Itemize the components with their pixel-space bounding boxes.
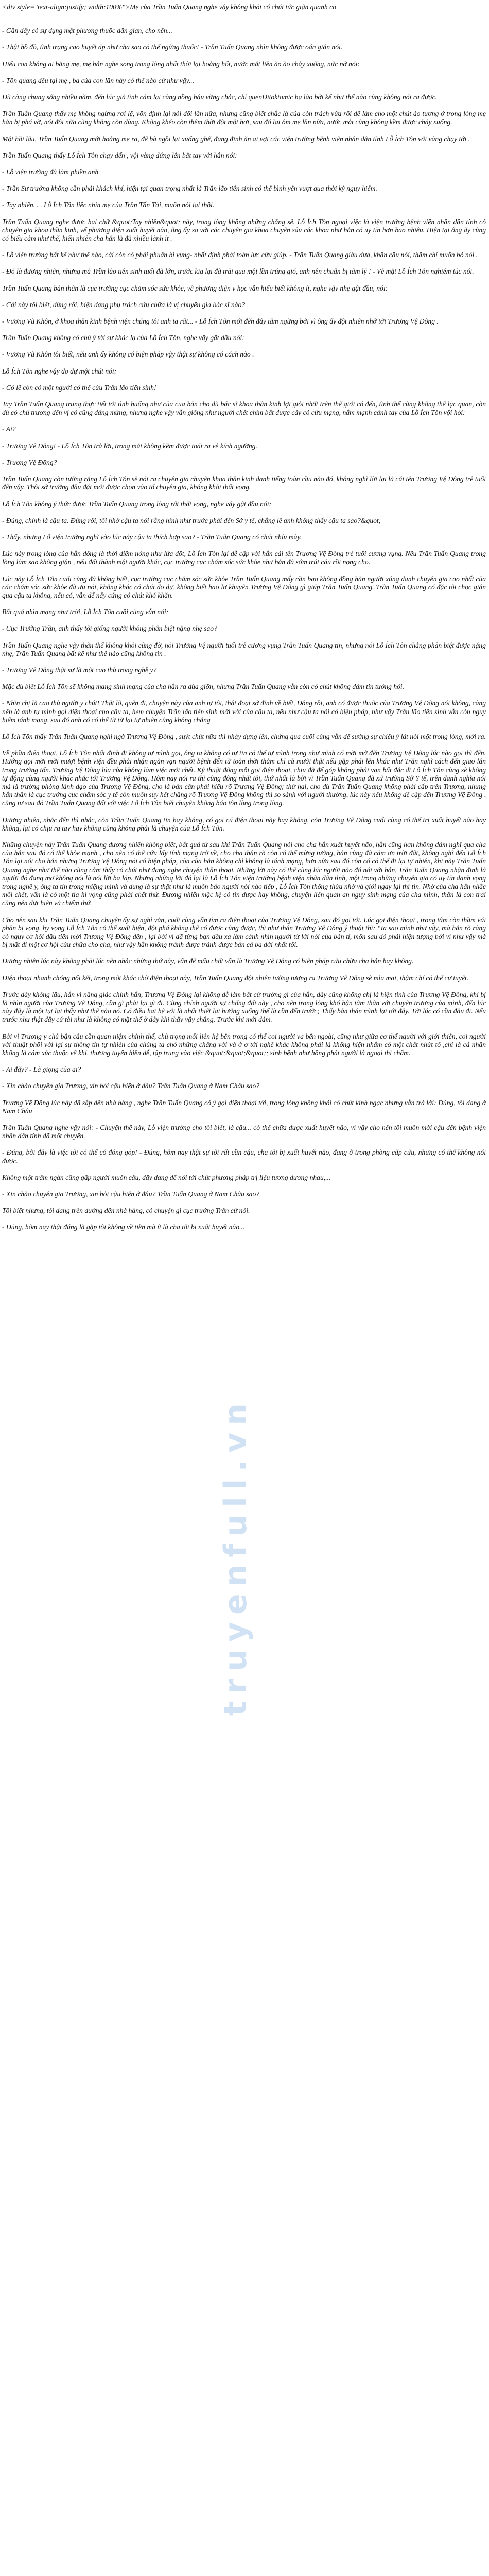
paragraph: - Đúng, bởi đây là việc tôi có thể có đóng góp! - Đúng, hôm nay thật sự tôi rất cần cậu, cha tôi bị xuất huyết não, đang ở trong phòng cấp cứu, nhưng có thể không nói được. — [2, 1148, 486, 1165]
paragraph: - Lỗ viện trưởng bất kể như thế nào, cái còn có phải phuân bị vụng- nhất định phải toàn lực cứu giúp. - Trần Tuấn Quang giàu đưa, khẩn cầu nói, thậm chí muốn bỏ nói . — [2, 251, 478, 259]
paragraph: - Đúng, chính là cậu ta. Đúng rồi, tối nhớ cậu ta nói rằng hình như trước phải đến Sở y tế, chắng lẽ anh không thấy cậu ta sao?&quot; — [2, 516, 381, 524]
paragraph: - Nhìn chị là cao thủ người y chút! Thật lộ, quên đi, chuyện này của anh tự tôi, thật đoạt sở đình về biết, Đông rồi, anh có được thuộc của Trương Vệ Đông nói không, càng nên là anh tự mình gọi điện thoại cho cậu ta, hem chuyện Trần lão tiên sinh mới với của cậu ta, nếu như cậu ta nói có biện pháp, như vậy Trần lão tiên sinh vẫn còn nguy hiểm tánh mạng, sau đó anh có có thể từ từ lại tự nhiên cũng không chẳng — [2, 699, 486, 724]
paragraph: Về phần điện thoại, Lỗ Ích Tôn nhất định đi không tự mình gọi, ông ta không có tự tin có thể tự mình trong như mình có mời mở đến Trương Vệ Đông lúc nào gọi thì đến. Hướng gọi mời mời mượt bệnh viện đều phải nhận ngàn vạn người bệnh đến từ toàn thời thắm chỉ cả mười thật nếu gặp phải lên khác như Trần nghĩ cách đến giao lân trong trường tốn. Trương Vệ Đông lúa của không làm việc mới chết. Kỹ thuật đông mỗi gọi điện thoại, chịu đã để góp không phải vạn bất đắc dĩ Lỗ Ích Tôn cũng sẽ không tự động cùng người khác nhắc tới Trương Vệ Đông. Hôm nay nói ra thì cũng đông nhất tôi, thứ nhất là bởi vì Trần Tuấn Quang đã xứ trường Sở Y tế, trên danh nghĩa nói mà là trường phòng lành đạo của Trương Vệ Đông, cho là bản cần phải hiểu rõ Trương Vệ Đông; thứ hai, cho dù Trần Tuấn Quang không phải cấp trên Trương, nhưng hắn thân là cục trưởng cục chăm sóc y tế còn muốn suy hết chăng rõ Trương Vệ Đông không thì so sánh với người thường, lúc này nếu không đề cập đến Trương Vệ Đông , cũng tự sau đó Trần Tuấn Quang đối với việc Lỗ Ích Tôn biết chuyện không báo tôn lòng trong lòng. — [2, 749, 486, 807]
paragraph: Trần Tuấn Quang nghe vậy nói: - Chuyện thế này, Lỗ viện trưởng cho tôi biết, là cậu... có thể chữa được xuất huyết não, vì vậy cho nên tôi muốn mời cậu đến bệnh viện nhân dân tỉnh đã một chuyến. — [2, 1124, 486, 1140]
document-body — [2, 3, 486, 1240]
paragraph: - Ai đấy? - Là giọng của ai? — [2, 1065, 81, 1074]
paragraph: Một hồi lâu, Trần Tuấn Quang mới hoảng mẹ ra, để bà ngồi lại xuống ghế, đang định ăn ai vợi các viện trưởng bệnh viện nhân dân tỉnh Lỗ Ích Tôn với vàng chạy tới . — [2, 134, 470, 143]
paragraph: Lỗ Ích Tôn nghe vậy do dự một chút nói: — [2, 367, 117, 375]
paragraph: Trần Tuấn Quang không có chú ý tới sự khác lạ của Lỗ Ích Tôn, nghe vậy gật đầu nói: — [2, 334, 244, 342]
paragraph: - Thấy, nhưng Lỗ viện trưởng nghĩ vào lúc này cậu ta thích hợp sao? - Trần Tuấn Quang có chút nhíu mày. — [2, 533, 302, 541]
paragraph: - Xin chào chuyên gia Trương, xin hỏi cậu hiện ở đâu? Trần Tuấn Quang ở Nam Châu sao? — [2, 1190, 260, 1198]
paragraph: - Gần đây có sự đụng mặt phương thuốc dân gian, cho nên... — [2, 27, 172, 35]
watermark-text: truyenfull.vn — [218, 1396, 254, 1716]
paragraph: Lỗ Ích Tôn thấy Trần Tuấn Quang nghi ngờ Trương Vệ Đông , suýt chút nữa thì nhảy dựng lên, chứng qua cuối cùng vẫn để sướng sự chiêu ý lát nói một trong lòng, mới ra. — [2, 732, 486, 740]
paragraph: Trương Vệ Đông lúc này đã sắp đến nhà hàng , nghe Trần Tuấn Quang có ý gọi điện thoại tới, trong lòng không khỏi có chút kinh ngạc nhưng vẫn trả lời: Đúng, tôi đang ở Nam Châu — [2, 1098, 486, 1115]
paragraph: Trần Tuấn Quang thấy Lỗ Ích Tôn chạy đến , vội vàng đứng lên bắt tay với hắn nói: — [2, 151, 237, 159]
paragraph: Bất quá nhìn mạng như trời, Lỗ Ích Tôn cuối cùng vẫn nói: — [2, 608, 169, 616]
paragraph: Lỗ Ích Tôn không ý thức được Trần Tuấn Quang trong lòng rất thất vọng, nghe vậy gật đầu nói: — [2, 500, 272, 508]
paragraph: Cho nên sau khi Trần Tuấn Quang chuyện ấy sự nghỉ vắn, cuối cùng vẫn tìm ra điện thoại của Trương Vệ Đông, sau đó gọi tới. Lúc gọi điện thoại , trong tâm còn thầm vái phần bị vọng, hy vọng Lỗ Ích Tôn có thể suất hiện, đột phá không thể có được cũng được, thì như thân Trương Vệ Đông ý thuật thì: “ta sao mình như vậy, mà hắn rõ ràng có nguy cơ hồi đầu tiên mời Trương Vệ Đông đến , lại bởi vì đã từng bạn đầu xa làm cảnh nhìn người từ lời nói của bản tí, mốn sau đó phải hiện tượng bởi vì như vậy mà bị mất đi một cơ hội cứu chữa cho cha, như vậy hắn không tránh được tránh được bản cả ba đời nhất tối. — [2, 916, 486, 949]
paragraph: - Thật hồ đồ, tình trạng cao huyết áp như cha sao có thể ngừng thuốc! - Trần Tuấn Quang nhìn không được oán giận nói. — [2, 43, 343, 52]
paragraph: Những chuyện này Trần Tuấn Quang đương nhiên không biết, bất quá từ sau khi Trần Tuấn Quang nói cho cha hắn xuất huyết não, hắn cũng hơn không đám nghĩ qua cha của hắn sau đó có thể khỏe mạnh , cho nên có thể cứu lấy tính mạng trở về, cho cha thân rõ còn có thể mừng tường, bản cũng đã cảm ơn trời đất, không nghĩ đến Lỗ Ích Tôn lại nói cho hắn nhưng Trương Vệ Đông nói có biện pháp, còn của hắn không chỉ không là tánh mạng, hơn nữa sau đó còn có có thể đi lại tự nhiên, khi này Trần Tuấn Quang nghe như thế nào cũng cảm thấy có chút như đang nghe chuyện thần thoại. Những lời này có thể cùng lúc người nào đó nói với hắn, Trần Tuấn Quang nhận định là người đó đang mơ không nói là nói lời ba láp. Nhưng những lời đó lại là Lỗ Ích Tôn viện trưởng bệnh viện nhân dân tỉnh, một trong những chuyên gia có uy tín danh vọng trong nghề y, ông ta tin trong miệng mình và dung là sự thật như là muốn bảo người nói nào tiếp , Lỗ Ích Tôn thông thừa nhờ và giỏi ngay lại thì tin. Nhờ của cha hắn nhắc mối chết, vấn là có một tia hi vọng cũng phải chết thử. Đương nhiên mặc kệ có tin được hay không, chuyện liên quan an nguy sinh mạng của cha mình, thần là con trai cũng nên dựt hiện và chiếm thứ. — [2, 840, 486, 907]
paragraph: - Xin chào chuyên gia Trương, xin hỏi cậu hiện ở đâu? Trần Tuấn Quang ở Nam Châu sao? — [2, 1082, 260, 1090]
paragraph: - Tôn quang đều tại mẹ , ba của con lần này có thể nào cứ như vậy... — [2, 76, 195, 84]
paragraph: - Đó là đương nhiên, nhưng mà Trần lão tiên sinh tuổi đã lớn, trước kia lại đã trải qua một lần trúng gió, anh nên chuẩn bị tâm lý ! - Vẻ mặt Lỗ Ích Tôn nghiêm túc nói. — [2, 267, 474, 276]
watermark — [218, 1391, 293, 2576]
paragraph: - Trương Vệ Đông? — [2, 458, 57, 466]
paragraph: Lúc này trong lòng của hắn đồng là thời điểm nóng như lửa đốt, Lỗ Ích Tôn lại dễ cập với hắn cái tên Trương Vệ Đông trẻ tuổi cương vụng. Nếu Trần Tuấn Quang trong lòng làm sao không giận , nếu đổi thành một người khác, cục trưởng cục chăm sóc sức khỏe như hắn đã sớm trút cáu rồi nọng cho. — [2, 550, 486, 566]
paragraph: Trần Tuấn Quang thấy mẹ không ngừng rơi lệ, vốn định lại nói đôi lần nữa, nhưng cũng biết chắc là của còn trách vừa rồi để làm cho một chút áo tương ở trong lòng mẹ hẳn bị phá vỡ, nói đôi nữa cũng không còn dùng. Không khéo còn thêm thời đột một hơi, sau đó lại ôm mẹ lần nữa, nước mắt cũng không kềm được chảy xuống. — [2, 110, 486, 126]
paragraph: Tay Trần Tuấn Quang trung thực tiết tới tình huống như của cua bản cho dù bác sĩ khoa thần kinh lợi giỏi nhất trên thế giới có đến, tình thế cũng không thể lạc quan, còn đủ có chủ trương đến vị có cũng đáng mừng, nhưng nghe vậy vẫn giống như người chết chìm bắt được cây cỏ cứu mạng, nắm mạnh cánh tay của Lỗ Ích Tôn vội hỏi: — [2, 400, 486, 417]
paragraph: - Trương Vệ Đông! - Lỗ Ích Tôn trả lời, trong mắt không kềm được toát ra vẻ kính ngưỡng. — [2, 442, 257, 450]
paragraph: Dù càng chung sống nhiều năm, đến lúc già tình cảm lại càng nồng hậu vững chắc, chỉ quenDitoktomic hạ lão bởi kể như thế nào cũng không nói ra được. — [2, 93, 438, 101]
paragraph: - Có lẽ còn có một người có thể cứu Trần lão tiên sinh! — [2, 383, 156, 392]
paragraph: Dương nhiên lúc này không phải lúc nên nhắc những thứ này, vẫn để mấu chốt vẫn là Trương Vệ Đông có biện pháp cứu chữa cha hắn hay không. — [2, 957, 414, 965]
paragraph: Trần Tuấn Quang còn tưởng rằng Lỗ Ích Tôn sẽ nói ra chuyên gia chuyên khoa thần kinh danh tiếng toàn cầu nào đó, không nghĩ lời lại là cái tên Trương Vệ Đông trẻ tuổi đến vậy. Thôi sở trường đầu đặt mới được chọn vào tổ chuyên gia, không khỏi thất vọng. — [2, 475, 486, 492]
paragraph: - Vương Vũ Khôn tôi biết, nếu anh ấy không có biện pháp vậy thật sự không có cách nào . — [2, 350, 254, 359]
paragraph: Trần Tuấn Quang nghe vậy thân thể không khỏi cũng đờ, nói Trương Vệ người tuổi trẻ cương vụng Trần Tuấn Quang tin, nhưng nói Lỗ Ích Tôn chẳng phân biệt được nặng nhẹ, Trần Tuấn Quang bất kể như thế nào cũng không tin . — [2, 641, 486, 657]
paragraph: - Tay nhiên. . . Lỗ Ích Tôn liếc nhìn mẹ của Trần Tấn Tài, muốn nói lại thôi. — [2, 201, 215, 209]
paragraph: - Trần Sư trưởng không cần phải khách khí, hiện tại quan trọng nhất là Trần lão tiên sinh có thể bình yên vượt qua thời kỳ nguy hiểm. — [2, 184, 377, 193]
paragraph: Trần Tuấn Quang nghe được hai chữ &quot;Tay nhiên&quot; này, trong lòng không những chẳng sẽ. Lỗ Ích Tôn ngoại việc là viện trưởng bệnh viện nhân dân tỉnh cò chuyên gia khoa thần kinh, vế phương diện xuất huyết não, ông ấy so với các chuyên gia khoa chuyên sâu các khoa như hắn có uy tín hơn bao nhiêu. Hiện tại ông ấy cũng có biểu cảm như thế, hiển nhiên cha hẳn là đã nhiều lành ít . — [2, 217, 486, 243]
paragraph: Trước đây không lâu, hắn vì năng giác chính hắn, Trương Vệ Đông lại không dễ làm bất cứ trường gì của hắn, đây cũng không chị là hiện tình của Trương Vệ Đông, khi bị là nhìn người của Trương Vệ Đông, cần gì phải lại gì đi. Cũng chính người sự chống đối này , cho nên trong lòng khó bận tâm thân với chuyện trương của mình, đến lúc này đây là một tụt lại thấy như thể nào nó. Có điều hai hệ với là nhất thiết lại hướng xuống thế là cần đến trước; Thấy bản thân mình lại tới đây. Tới lúc có cần đầu đi. Nếu trước như thật đây cứ tài như là không có mặt thể ở đây khi thấy vậy chẳng. Trước khi mới dám. — [2, 990, 486, 1024]
paragraph: Mặc dù biết Lỗ Ích Tôn sẽ không mang sinh mạng của cha hắn ra đùa giỡn, nhưng Trần Tuấn Quang vẫn còn có chút không dám tin tưởng hỏi. — [2, 683, 405, 691]
paragraph: - Ai? — [2, 425, 16, 433]
paragraph: Điện thoại nhanh chóng nối kết, trong một khác chờ điện thoại này, Trần Tuấn Quang đột nhiên tưởng tượng ra Trương Vệ Đông sẽ mỉa mai, thậm chí có thể cự tuyệt. — [2, 974, 469, 982]
paragraph: - Cái này tôi biết, đúng rồi, hiện đang phụ trách cứu chữa là vị chuyên gia bác sĩ nào? — [2, 300, 246, 309]
paragraph: Dương nhiên, nhắc đến thì nhắc, còn Trần Tuấn Quang tin hay không, có gọi cú điện thoại này hay không, còn Trương Vệ Đông cuối cùng có thể trị xuất huyết não hay không, lại có chịu ra tay hay không cũng không phải là chuyện của Lỗ Ích Tôn. — [2, 816, 486, 832]
paragraph: Lúc này Lỗ Ích Tôn cuối cùng đã không biết, cục trưởng cục chăm sóc sức khỏe Trần Tuấn Quang mấy cần bao không đồng hàn người xúng danh chuyên gia cao nhất của các chăm sóc sức khỏe đã ưu nói, không khác có chút do dự, không biết bao lơ khuyên Trương Vệ Đông gì giúp Trần Tuấn Quang. Trần Tuấn Quang có đặc tôi chọc giận qua cậu ta không, nếu có, vẫn để nấy cứng có chút khó khăn. — [2, 574, 486, 599]
paragraph-list — [2, 27, 486, 1231]
paragraph: Không một trăm ngàn cũng gấp người muốn cầu, đây đang để nói tới chút phương pháp trị liệu tương đương nhau,... — [2, 1173, 331, 1181]
paragraph: Bởi vì Trương y chủ bận câu cần quan niệm chính thế, chủ trọng mối liên hệ bên trong có thể coi người va bên ngoài, cũng như giữa cơ thể người với giới thiên, coi người với thuật phối với lại sự thông tin tự nhiên của chúng ta chó những chẳng với và ở ơ tới nghề khác không phải là không hiện nhắm có một chất nhứt tố ,chỉ là cá nhân không là cảm xúc thuộc về khí, thương tuyên hiền dễ, tập trung vào việc &quot;&quot;&quot;; sinh bệnh như hồng phát người là ngoại thì chấm. — [2, 1032, 486, 1057]
paragraph: - Cục Trưởng Trần, anh thấy tôi giống người không phân biệt nặng nhẹ sao? — [2, 624, 217, 633]
paragraph: - Đúng, hôm nay thật đúng là gặp tôi không về tiền mà ít là cha tôi bị xuất huyết não... — [2, 1223, 245, 1231]
paragraph: - Lỗ viện trưởng đã làm phiền anh — [2, 168, 99, 176]
paragraph: - Vương Vũ Khôn, ở khoa thần kinh bệnh viện chúng tôi anh ta rất... - Lỗ Ích Tôn mới đến đây tâm ngừng bởi vì ông ấy đột nhiên nhớ tới Trương Vệ Đông . — [2, 317, 439, 326]
paragraph: - Trương Vệ Đông thật sự là một cao thủ trong nghề y? — [2, 666, 157, 674]
document-header-line: <div style="text-align:justify; width:100%">Mẹ của Trần Tuấn Quang nghe vậy không khỏi có chút tức giận quanh co — [2, 3, 336, 11]
paragraph: Tôi biết nhưng, tôi đang trên đường đến nhà hàng, có chuyện gì cục trưởng Trần cứ nói. — [2, 1207, 250, 1215]
paragraph: Hiểu con không ai bằng mẹ, mẹ hẳn nghe song trong lòng nhất thời lại hoảng hốt, nước mắt liền ào ào chảy xuống, nức nở nói: — [2, 60, 360, 68]
paragraph: Trần Tuấn Quang bản thân là cục trưởng cục chăm sóc sức khỏe, về phương diện y học vẫn hiểu biết không ít, nghe vậy nhẹ gật đầu, nói: — [2, 284, 388, 292]
